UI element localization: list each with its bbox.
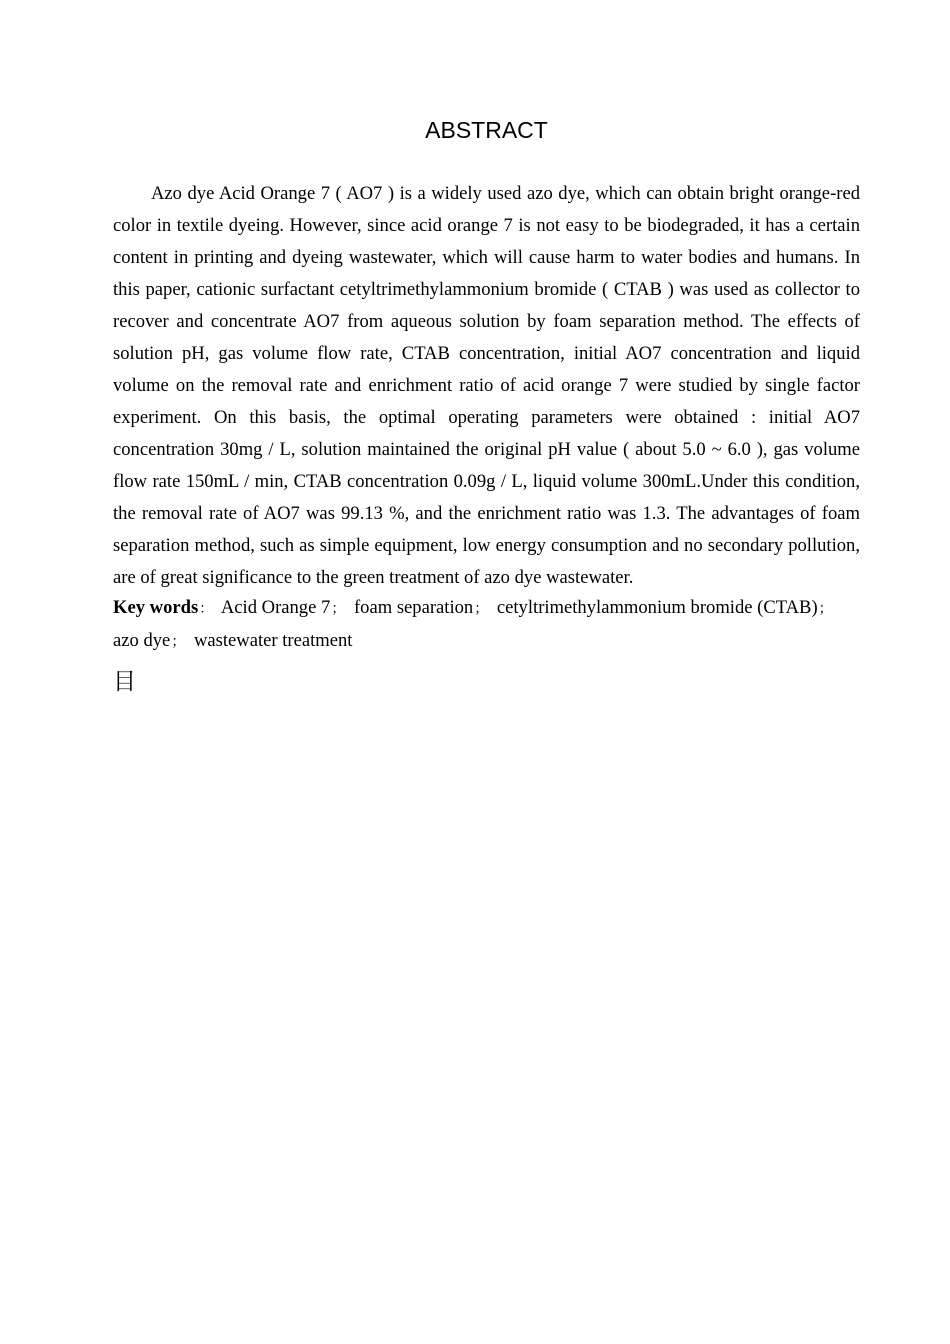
keyword-separator: ； xyxy=(474,601,489,617)
keyword-item: cetyltrimethylammonium bromide (CTAB) xyxy=(496,597,818,618)
keyword-separator: ； xyxy=(818,601,833,617)
toc-heading-fragment: 目 xyxy=(113,669,136,695)
abstract-body: Azo dye Acid Orange 7 ( AO7 ) is a widely used azo dye, which can obtain bright orange-red color in textile dyeing. However, since acid orange 7 is not easy to be biodegraded, it has a certain content in printing and dyeing wastewater, which will cause harm to water bodies and humans. In this paper, cationic surfactant cetyltrimethylammonium bromide ( CTAB ) was used as collector to recover and concentrate AO7 from aqueous solution by foam separation method. The effects of solution pH, gas volume flow rate, CTAB concentration, initial AO7 concentration and liquid volume on the removal rate and enrichment ratio of acid orange 7 were studied by single factor experiment. On this basis, the optimal operating parameters were obtained : initial AO7 concentration 30mg / L, solution maintained the original pH value ( about 5.0 ~ 6.0 ), gas volume flow rate 150mL / min, CTAB concentration 0.09g / L, liquid volume 300mL.Under this condition, the removal rate of AO7 was 99.13 %, and the enrichment ratio was 1.3. The advantages of foam separation method, such as simple equipment, low energy consumption and no secondary pollution, are of great significance to the green treatment of azo dye wastewater. xyxy=(113,183,860,588)
keywords-line xyxy=(113,592,860,658)
keyword-item: wastewater treatment xyxy=(193,630,353,651)
keyword-item: foam separation xyxy=(353,597,474,618)
keywords-label-separator: ： xyxy=(199,601,214,617)
keyword-item: azo dye xyxy=(113,630,171,651)
keyword-separator: ； xyxy=(331,601,346,617)
abstract-title: ABSTRACT xyxy=(425,117,548,143)
keyword-item: Acid Orange 7 xyxy=(220,597,331,618)
keyword-separator: ； xyxy=(171,634,186,650)
keywords-label: Key words xyxy=(113,597,199,618)
